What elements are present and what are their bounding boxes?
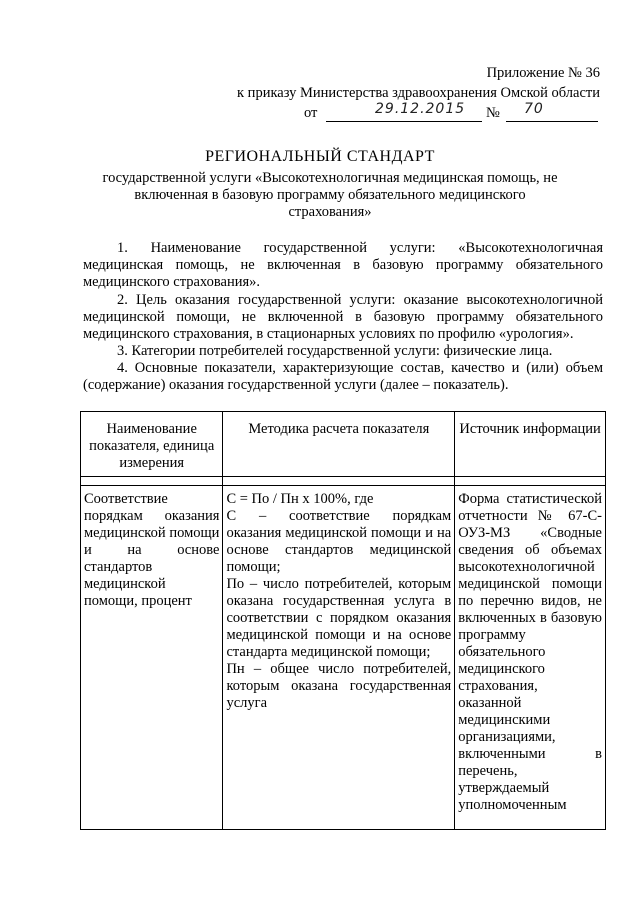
from-label: от xyxy=(304,105,318,121)
document-title: РЕГИОНАЛЬНЫЙ СТАНДАРТ xyxy=(205,148,435,165)
indicator-name: Соответствие порядкам оказания медицинской помощи и на основе стандартов медицинской помощи, процент xyxy=(84,491,220,609)
order-date: 29.12.2015 xyxy=(375,101,466,117)
header-indicator-name: Наименование показателя, единица измерения xyxy=(81,412,223,477)
paragraph-2: 2. Цель оказания государственной услуги: оказание высокотехнологичной медицинской помощи, не включенной в базовую программу обязательного медицинского страхования, в стационарных условиях по профилю «урология». xyxy=(83,292,603,342)
paragraph-4: 4. Основные показатели, характеризующие состав, качество и (или) объем (содержание) оказания государственной услуги (далее – показатель). xyxy=(83,360,603,393)
paragraph-3: 3. Категории потребителей государственной услуги: физические лица. xyxy=(117,343,553,359)
indicator-name-cell xyxy=(81,486,223,830)
formula: С = По / Пн х 100%, где xyxy=(226,491,374,507)
paragraph-1: 1. Наименование государственной услуги: «Высокотехнологичная медицинская помощь, не включенная в базовую программу обязательного медицинского страхования». xyxy=(83,240,603,290)
annex-number: Приложение № 36 xyxy=(486,65,600,81)
order-reference: к приказу Министерства здравоохранения Омской области xyxy=(237,85,600,101)
calculation-method-cell xyxy=(223,486,455,830)
header-calculation-method: Методика расчета показателя xyxy=(223,412,455,477)
information-source: Форма статистической отчетности № 67-С-ОУЗ-МЗ «Сводные сведения об объемах высокотехнологичной медицинской помощи по перечню видов, не включенных в базовую программу обязательного медицинского страхования, оказанной медицинскими организациями, включенными в перечень, утверждаемый уполномоченным xyxy=(458,491,602,813)
indicators-table xyxy=(80,411,606,830)
formula-po-definition: По – число потребителей, которым оказана государственная услуга в соответствии с порядком оказания медицинской помощи и на основе стандарта медицинской помощи; xyxy=(226,576,452,660)
table-header-row xyxy=(81,412,606,477)
document-subtitle: государственной услуги «Высокотехнологичная медицинская помощь, не включенная в базовую программу обязательного медицинского страхования» xyxy=(102,170,558,220)
table-row xyxy=(81,486,606,830)
formula-c-definition: С – соответствие порядкам оказания медицинской помощи и на основе стандартов медицинской помощи; xyxy=(226,508,452,575)
header-information-source: Источник информации xyxy=(455,412,606,477)
table-spacer-row xyxy=(81,477,606,486)
annex-block xyxy=(200,63,600,103)
number-underline xyxy=(506,104,598,122)
information-source-cell xyxy=(455,486,606,830)
formula-pn-definition: Пн – общее число потребителей, которым оказана государственная услуга xyxy=(226,661,452,711)
number-label: № xyxy=(486,105,500,121)
order-number: 70 xyxy=(524,101,544,117)
